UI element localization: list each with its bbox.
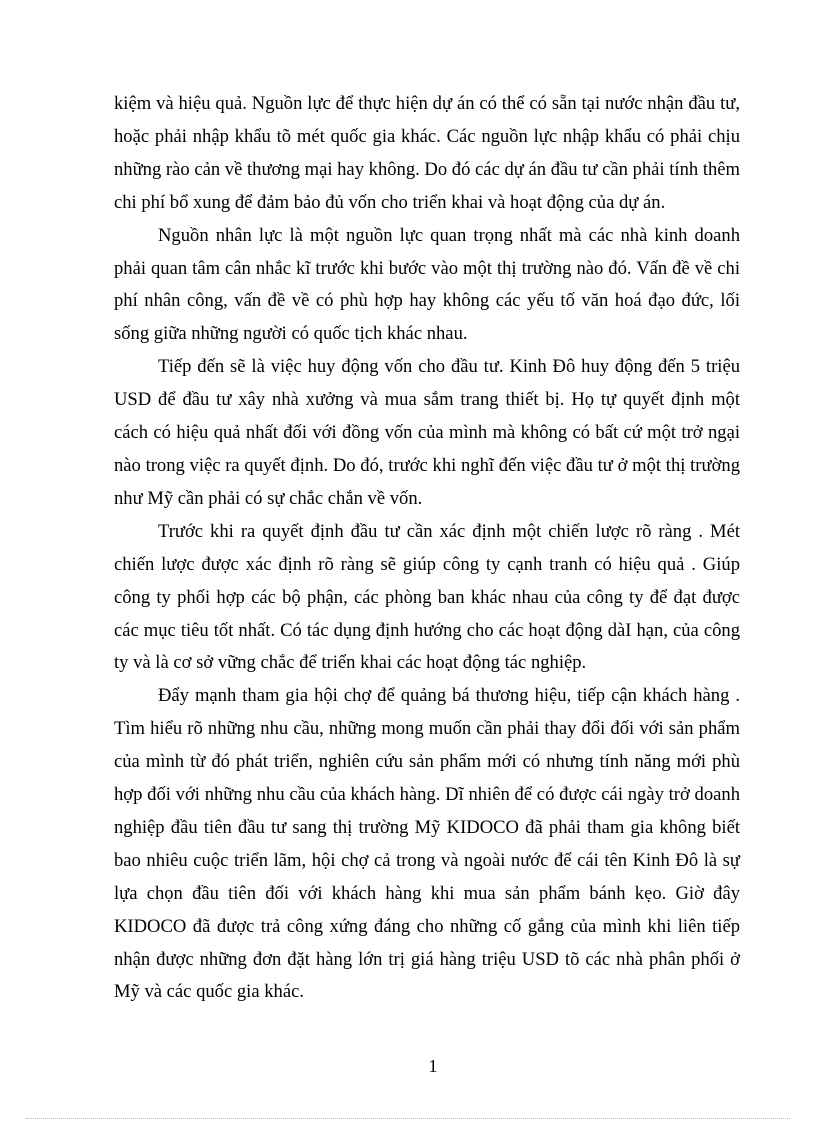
paragraph-capital: Tiếp đến sẽ là việc huy động vốn cho đầu tư. Kinh Đô huy động đến 5 triệu USD để đầu tư xây nhà xưởng và mua sắm trang thiết bị. Họ tự quyết định một cách có hiệu quả nhất đối với đồng vốn của mình mà không có bất cứ một trở ngại nào trong việc ra quyết định. Do đó, trước khi nghĩ đến việc đầu tư ở một thị trường như Mỹ cần phải có sự chắc chắn về vốn. <box>114 356 740 509</box>
paragraph-resources: kiệm và hiệu quả. Nguồn lực để thực hiện dự án có thể có sẵn tại nước nhận đầu tư, hoặc phải nhập khẩu tõ mét quốc gia khác. Các nguồn lực nhập khẩu có phải chịu những rào cản về thương mại hay không. Do đó các dự án đầu tư cần phải tính thêm chi phí bổ xung để đảm bảo đủ vốn cho triển khai và hoạt động của dự án. <box>114 93 740 213</box>
paragraph-strategy: Trước khi ra quyết định đầu tư cần xác định một chiến lược rõ ràng . Mét chiến lược được xác định rõ ràng sẽ giúp công ty cạnh tranh có hiệu quả . Giúp công ty phối hợp các bộ phận, các phòng ban khác nhau của công ty để đạt được các mục tiêu tốt nhất. Có tác dụng định hướng cho các hoạt động dàI hạn, của công ty và là cơ sở vững chắc để triển khai các hoạt động tác nghiệp. <box>114 520 740 674</box>
paragraph-trade-fairs: Đẩy mạnh tham gia hội chợ để quảng bá thương hiệu, tiếp cận khách hàng . Tìm hiểu rõ những nhu cầu, những mong muốn cần phải thay đổi đối với sản phẩm của mình từ đó phát triển, nghiên cứu sản phẩm mới có nhưng tính năng mới phù hợp đối với những nhu cầu của khách hàng. Dĩ nhiên để có được cái ngày trở doanh nghiệp đầu tiên đầu tư sang thị trường Mỹ KIDOCO đã phải tham gia không biết bao nhiêu cuộc triển lãm, hội chợ cả trong và ngoài nước để cái tên Kinh Đô là sự lựa chọn đầu tiên đối với khách hàng khi mua sản phẩm bánh kẹo. Giờ đây KIDOCO đã được trả công xứng đáng cho những cố gắng của mình khi liên tiếp nhận được những đơn đặt hàng lớn trị giá hàng triệu USD tõ các nhà phân phối ở Mỹ và các quốc gia khác. <box>114 685 740 1003</box>
page-number: 1 <box>428 1056 438 1076</box>
document-body <box>114 88 740 1009</box>
page-divider <box>26 1118 790 1119</box>
paragraph-human-resources: Nguồn nhân lực là một nguồn lực quan trọng nhất mà các nhà kinh doanh phải quan tâm cân nhắc kĩ trước khi bước vào một thị trường nào đó. Vấn đề về chi phí nhân công, vấn đề về có phù hợp hay không các yếu tố văn hoá đạo đức, lối sống giữa những người có quốc tịch khác nhau. <box>114 224 740 345</box>
